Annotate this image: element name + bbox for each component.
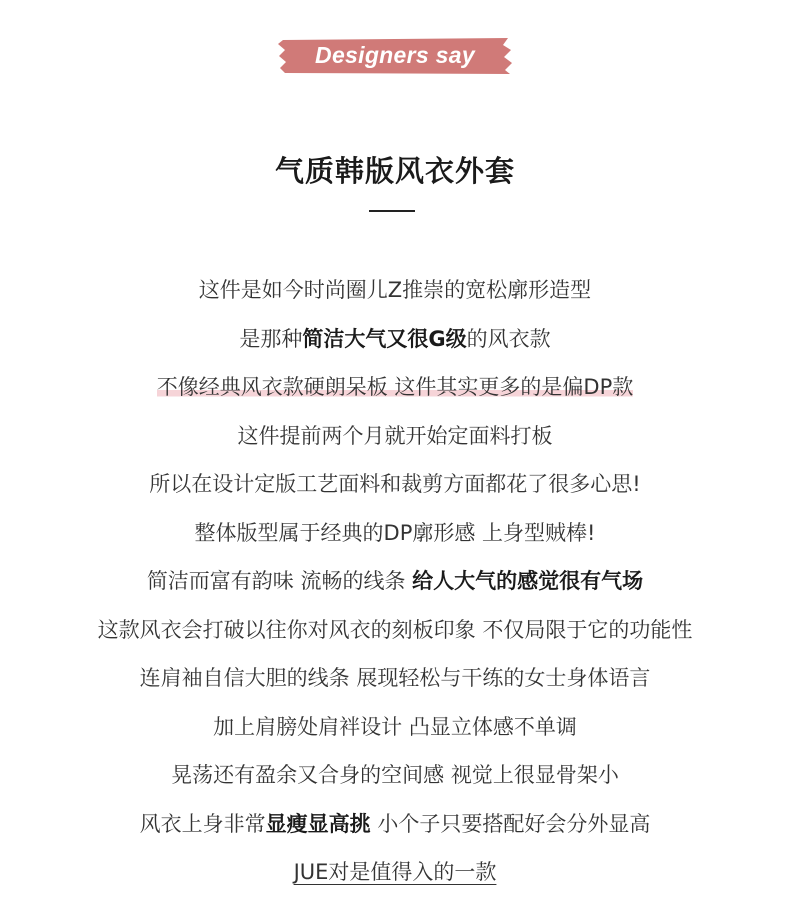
line-text xyxy=(199,278,591,302)
description-line xyxy=(0,800,790,849)
line-text xyxy=(140,666,651,690)
description-line xyxy=(0,654,790,703)
badge-label: Designers say xyxy=(315,42,475,68)
text-segment: 这件是如今时尚圈儿Z推崇的宽松廓形造型 xyxy=(198,278,592,302)
underlined-text xyxy=(294,860,497,884)
line-text xyxy=(98,618,693,642)
text-segment: 不像经典风衣款硬朗呆板 这件其实更多的是偏DP款 xyxy=(156,375,634,399)
description-line xyxy=(0,363,790,412)
emphasis-text: 显瘦显高挑 xyxy=(265,811,371,836)
description-line xyxy=(0,751,790,800)
description-line xyxy=(0,703,790,752)
description-line xyxy=(0,606,790,655)
description-line xyxy=(0,412,790,461)
line-text xyxy=(195,521,596,545)
designers-say-badge xyxy=(277,37,513,75)
text-segment: 是那种 xyxy=(239,326,303,351)
line-text xyxy=(213,715,577,739)
text-segment: 风衣上身非常 xyxy=(139,811,266,836)
title-divider xyxy=(369,210,415,212)
line-text xyxy=(149,472,640,496)
text-segment: 简洁而富有韵味 流畅的线条 xyxy=(146,569,413,593)
description-text-block xyxy=(0,266,790,897)
highlighted-text xyxy=(157,375,634,399)
line-text xyxy=(171,763,619,787)
description-line xyxy=(0,848,790,897)
description-line xyxy=(0,509,790,558)
text-segment: 加上肩膀处肩袢设计 凸显立体感不单调 xyxy=(213,714,577,739)
line-text xyxy=(238,424,553,448)
emphasis-text: 给人大气的感觉很有气场 xyxy=(412,569,644,593)
text-segment: 的风衣款 xyxy=(466,326,551,351)
description-line xyxy=(0,557,790,606)
description-line xyxy=(0,266,790,315)
product-title: 气质韩版风衣外套 xyxy=(274,154,515,188)
line-text xyxy=(147,569,643,593)
text-segment: 晃荡还有盈余又合身的空间感 视觉上很显骨架小 xyxy=(171,763,619,787)
line-text xyxy=(239,327,550,351)
line-text xyxy=(140,812,651,836)
text-segment: 整体版型属于经典的DP廓形感 上身型贼棒! xyxy=(194,520,596,545)
text-segment: 连肩袖自信大胆的线条 展现轻松与干练的女士身体语言 xyxy=(139,666,651,690)
emphasis-text: 简洁大气又很G级 xyxy=(302,326,467,351)
description-line xyxy=(0,315,790,364)
text-segment: JUE对是值得入的一款 xyxy=(293,860,497,884)
text-segment: 这款风衣会打破以往你对风衣的刻板印象 不仅局限于它的功能性 xyxy=(97,617,693,642)
description-line xyxy=(0,460,790,509)
text-segment: 这件提前两个月就开始定面料打板 xyxy=(237,423,553,448)
text-segment: 所以在设计定版工艺面料和裁剪方面都花了很多心思! xyxy=(149,472,641,496)
text-segment: 小个子只要搭配好会分外显高 xyxy=(370,811,651,836)
